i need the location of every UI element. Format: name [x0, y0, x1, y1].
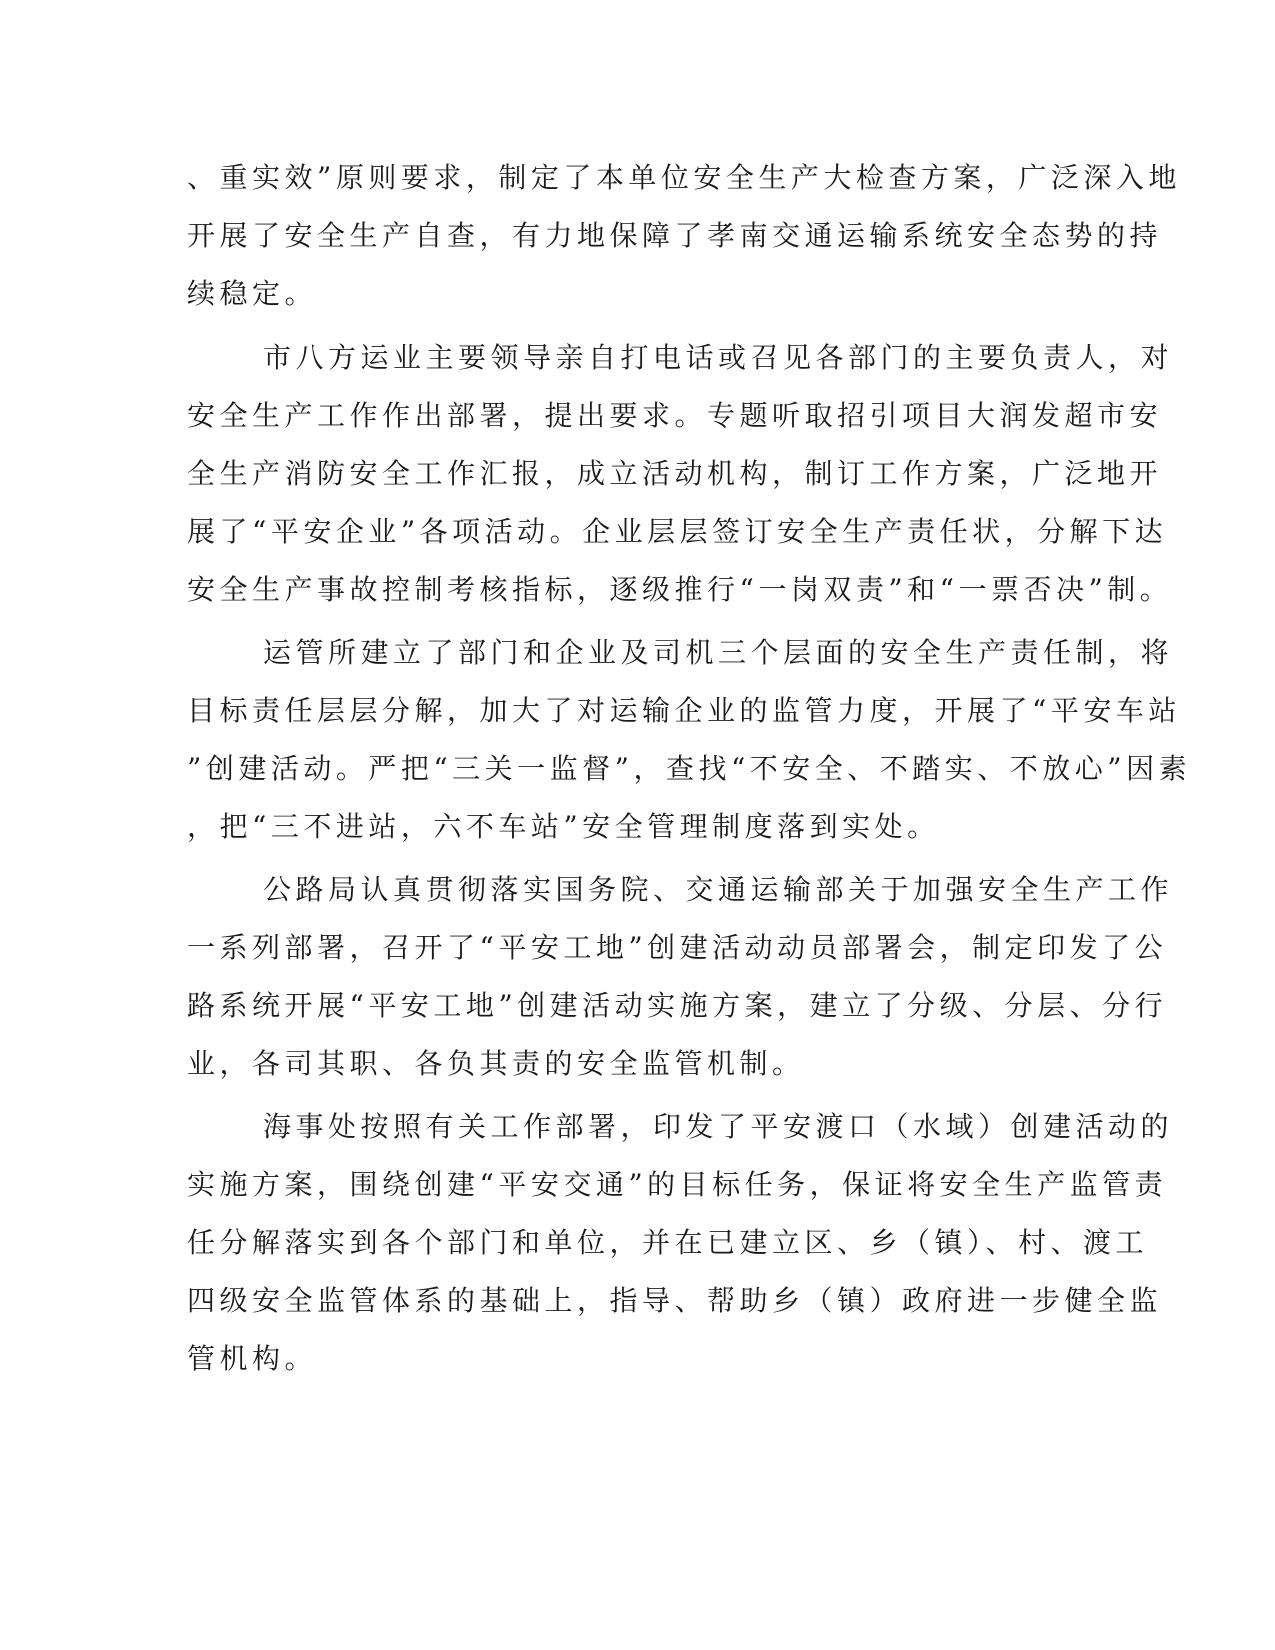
text-line: 业，各司其职、各负其责的安全监管机制。 — [187, 1047, 805, 1080]
text-line: 路系统开展“平安工地”创建活动实施方案，建立了分级、分层、分行 — [187, 989, 1168, 1022]
text-line: 任分解落实到各个部门和单位，并在已建立区、乡（镇）、村、渡工 — [187, 1226, 1149, 1259]
text-line: ”创建活动。严把“三关一监督”，查找“不安全、不踏实、不放心”因素 — [187, 752, 1192, 785]
text-line: 安全生产工作作出部署，提出要求。专题听取招引项目大润发超市安 — [187, 399, 1163, 432]
text-line: ，把“三不进站，六不车站”安全管理制度落到实处。 — [187, 810, 940, 843]
text-line: 续稳定。 — [187, 277, 318, 310]
text-line: 四级安全监管体系的基础上，指导、帮助乡（镇）政府进一步健全监 — [187, 1284, 1163, 1317]
text-line: 展了“平安企业”各项活动。企业层层签订安全生产责任状，分解下达 — [187, 515, 1168, 548]
text-line: 全生产消防安全工作汇报，成立活动机构，制订工作方案，广泛地开 — [187, 457, 1163, 490]
text-line: 、重实效”原则要求，制定了本单位安全生产大检查方案，广泛深入地 — [187, 161, 1181, 194]
text-line: 海事处按照有关工作部署，印发了平安渡口（水域）创建活动的 — [263, 1110, 1174, 1143]
text-line: 运管所建立了部门和企业及司机三个层面的安全生产责任制，将 — [263, 636, 1174, 669]
text-line: 管机构。 — [187, 1342, 318, 1375]
text-line: 实施方案，围绕创建“平安交通”的目标任务，保证将安全生产监管责 — [187, 1168, 1168, 1201]
text-line: 一系列部署，召开了“平安工地”创建活动动员部署会，制定印发了公 — [187, 931, 1168, 964]
text-line: 目标责任层层分解，加大了对运输企业的监管力度，开展了“平安车站 — [187, 694, 1181, 727]
text-line: 安全生产事故控制考核指标，逐级推行“一岗双责”和“一票否决”制。 — [187, 573, 1173, 606]
text-line: 公路局认真贯彻落实国务院、交通运输部关于加强安全生产工作 — [263, 873, 1174, 906]
text-line: 市八方运业主要领导亲自打电话或召见各部门的主要负责人，对 — [263, 341, 1174, 374]
text-line: 开展了安全生产自查，有力地保障了孝南交通运输系统安全态势的持 — [187, 219, 1163, 252]
